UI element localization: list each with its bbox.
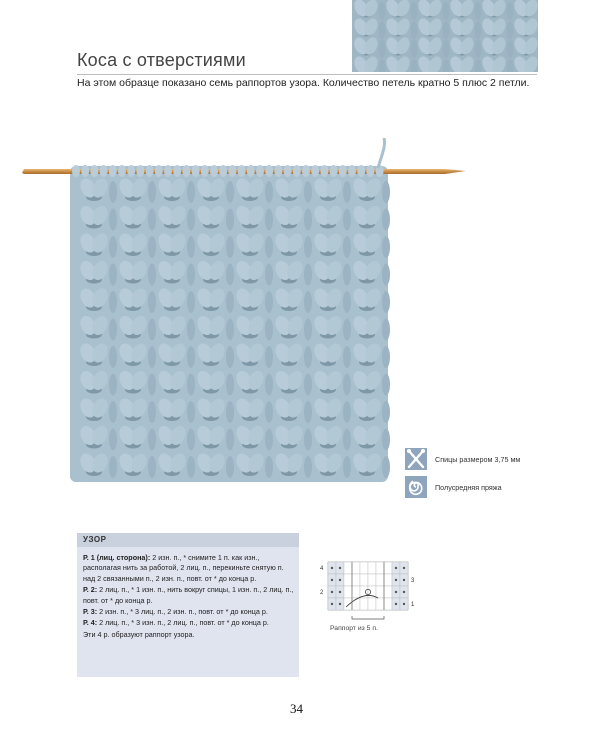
chart-row-number-2: 2 [320, 590, 324, 596]
chart-row-number-4: 4 [320, 566, 324, 572]
pattern-description: На этом образце показано семь раппортов узора. Количество петель кратно 5 плюс 2 петли. [77, 77, 530, 89]
page-number: 34 [290, 701, 303, 716]
legend-yarn-label: Полусредняя пряжа [435, 483, 502, 492]
pattern-row-2: Р. 2: 2 лиц. п., * 1 изн. п., нить вокруг спицы, 1 изн. п., 2 лиц. п., повт. от * до конца р. [83, 585, 294, 605]
chart-caption: Раппорт из 5 п. [330, 625, 378, 632]
chart-row-number-3: 3 [411, 578, 415, 584]
crossed-needles-icon [405, 448, 427, 470]
pattern-chart [316, 560, 422, 628]
yarn-ball-icon [405, 476, 427, 498]
knit-sample-photo [20, 138, 466, 500]
legend-yarn [405, 476, 502, 498]
chart-row-number-1: 1 [411, 602, 415, 608]
title-divider [77, 74, 537, 75]
pattern-footer: Эти 4 р. образуют раппорт узора. [83, 629, 195, 639]
pattern-instructions [83, 553, 295, 641]
pattern-row-4: Р. 4: 2 лиц. п., * 3 изн. п., 2 лиц. п., повт. от * до конца р. [83, 618, 269, 628]
page-title: Коса с отверстиями [77, 50, 246, 70]
pattern-heading: УЗОР [83, 535, 107, 544]
legend-needles [405, 448, 521, 470]
pattern-row-3: Р. 3: 2 изн. п., * 3 лиц. п., 2 изн. п., повт. от * до конца р. [83, 607, 268, 617]
pattern-row-1: Р. 1 (лиц. сторона): 2 изн. п., * снимите 1 п. как изн., располагая нить за работой, 2 лиц. п., перекиньте снятую п. над 2 связанными п., 2 изн. п., повт. от * до конца р. [83, 553, 284, 583]
legend-needles-label: Спицы размером 3,75 мм [435, 455, 521, 464]
top-swatch-photo [352, 0, 538, 72]
pattern-heading-bar [77, 533, 299, 547]
